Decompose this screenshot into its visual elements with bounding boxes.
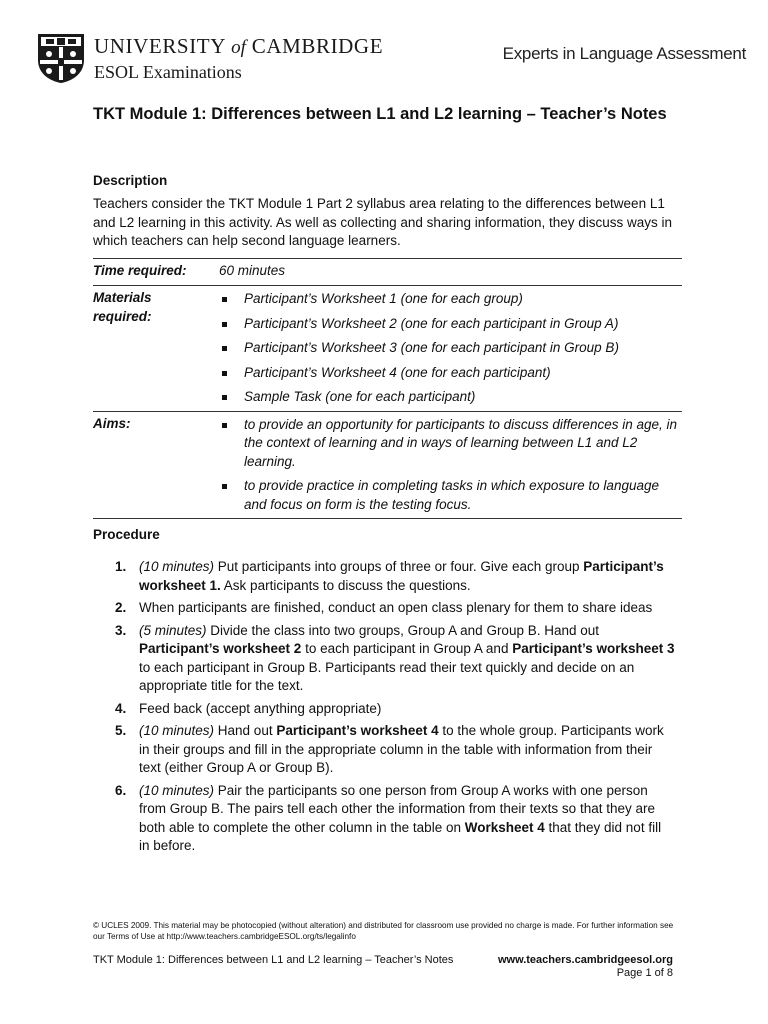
materials-row xyxy=(93,285,682,411)
list-item: to provide an opportunity for participants to discuss differences in age, in the context of learning and in ways of learning between L1 and L2 learning. xyxy=(219,416,682,472)
list-item: Participant’s Worksheet 3 (one for each participant in Group B) xyxy=(219,339,682,358)
time-required-row xyxy=(93,258,682,285)
procedure-step: 5. (10 minutes) Hand out Participant’s worksheet 4 to the whole group. Participants work in their groups and fill in the appropriate column in the table with information from their text (either Group A or Group B). xyxy=(115,723,664,775)
page-header xyxy=(36,32,746,84)
description-text: Teachers consider the TKT Module 1 Part 2 syllabus area relating to the differences between L1 and L2 learning in this activity. As well as collecting and sharing information, they discuss ways in which teachers can help second language learners. xyxy=(93,196,673,248)
bullet-icon xyxy=(222,395,227,400)
procedure-heading: Procedure xyxy=(93,527,160,542)
procedure-step: 3. (5 minutes) Divide the class into two groups, Group A and Group B. Hand out Participant’s worksheet 2 to each participant in Group A and Participant’s worksheet 3 to each participant in Group B. Participants read their text quickly and decide on an appropriate title for the text. xyxy=(115,622,675,693)
bullet-icon xyxy=(222,371,227,376)
footer-doc-title: TKT Module 1: Differences between L1 and L2 learning – Teacher’s Notes xyxy=(93,954,454,966)
aims-label: Aims: xyxy=(93,415,131,431)
esol-examinations: ESOL Examinations xyxy=(94,62,242,82)
procedure-step: 2. When participants are finished, conduct an open class plenary for them to share ideas xyxy=(115,600,653,615)
time-required-label: Time required: xyxy=(93,263,187,278)
list-item: Participant’s Worksheet 2 (one for each participant in Group A) xyxy=(219,315,682,334)
procedure-step: 4. Feed back (accept anything appropriate) xyxy=(115,700,382,716)
university-name: UNIVERSITY of CAMBRIDGE xyxy=(94,34,384,58)
aims-list xyxy=(219,412,682,519)
list-item: Participant’s Worksheet 4 (one for each participant) xyxy=(219,364,682,383)
copyright-notice: © UCLES 2009. This material may be photocopied (without alteration) and distributed for classroom use provided no charge is made. For further information see our Terms of Use at http://www.teachers.cambridgeESOL.org/ts/legalinfo xyxy=(93,921,674,941)
procedure-step: 1. (10 minutes) Put participants into groups of three or four. Give each group Participant’s worksheet 1. Ask participants to discuss the questions. xyxy=(115,559,664,593)
bullet-icon xyxy=(222,346,227,351)
tagline: Experts in Language Assessment xyxy=(502,44,746,63)
page-number: Page 1 of 8 xyxy=(616,967,673,979)
description-heading: Description xyxy=(93,173,168,188)
time-required-value: 60 minutes xyxy=(219,263,286,278)
footer-url[interactable]: www.teachers.cambridgeesol.org xyxy=(497,954,673,966)
list-item: to provide practice in completing tasks in which exposure to language and focus on form is the testing focus. xyxy=(219,477,682,514)
bullet-icon xyxy=(222,322,227,327)
bullet-icon xyxy=(222,423,227,428)
cambridge-crest-logo xyxy=(36,32,86,84)
materials-list xyxy=(219,286,682,411)
procedure-steps xyxy=(115,558,675,860)
page-title: TKT Module 1: Differences between L1 and L2 learning – Teacher’s Notes xyxy=(93,105,667,123)
bullet-icon xyxy=(222,297,227,302)
aims-row xyxy=(93,411,682,520)
info-table xyxy=(93,258,682,519)
materials-label: Materials required: xyxy=(93,290,152,324)
list-item: Sample Task (one for each participant) xyxy=(219,388,682,407)
bullet-icon xyxy=(222,484,227,489)
procedure-step: 6. (10 minutes) Pair the participants so one person from Group A works with one person from Group B. The pairs tell each other the information from their texts so that they are both able to complete the other column in the table on Worksheet 4 that they did not fill in before. xyxy=(115,782,662,853)
list-item: Participant’s Worksheet 1 (one for each group) xyxy=(219,290,682,309)
